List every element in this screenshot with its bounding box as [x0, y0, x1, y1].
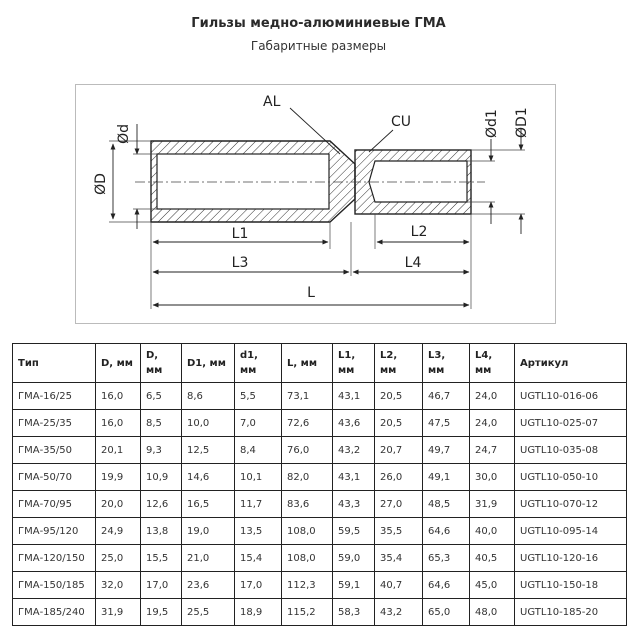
value-cell: 19,0 — [182, 518, 235, 545]
value-cell: 25,0 — [96, 545, 141, 572]
value-cell: 65,0 — [423, 599, 470, 626]
column-header — [182, 344, 235, 383]
column-header-text: мм — [428, 365, 445, 376]
value-cell: 8,5 — [141, 410, 182, 437]
value-cell: 16,0 — [96, 383, 141, 410]
column-header-text: L1, — [338, 350, 356, 361]
column-header-text: мм — [380, 365, 397, 376]
cu-label: CU — [391, 114, 412, 130]
value-cell: 43,2 — [375, 599, 423, 626]
value-cell: 26,0 — [375, 464, 423, 491]
column-header — [423, 344, 470, 383]
article-cell: UGTL10-120-16 — [515, 545, 627, 572]
type-cell: ГМА-16/25 — [13, 383, 96, 410]
value-cell: 35,5 — [375, 518, 423, 545]
value-cell: 115,2 — [282, 599, 333, 626]
table-row — [13, 410, 627, 437]
table-row — [13, 599, 627, 626]
d1-label: Ød1 — [484, 109, 500, 138]
column-header — [282, 344, 333, 383]
type-cell: ГМА-50/70 — [13, 464, 96, 491]
value-cell: 43,1 — [333, 383, 375, 410]
column-header — [470, 344, 515, 383]
value-cell: 108,0 — [282, 518, 333, 545]
value-cell: 19,9 — [96, 464, 141, 491]
d-label: Ød — [116, 124, 132, 144]
value-cell: 8,4 — [235, 437, 282, 464]
column-header-text: L3, — [428, 350, 446, 361]
L2-label: L2 — [410, 224, 428, 240]
column-header-text: D, мм — [101, 357, 133, 369]
article-cell: UGTL10-185-20 — [515, 599, 627, 626]
value-cell: 8,6 — [182, 383, 235, 410]
column-header-text: мм — [146, 365, 163, 376]
value-cell: 12,6 — [141, 491, 182, 518]
article-cell: UGTL10-150-18 — [515, 572, 627, 599]
value-cell: 30,0 — [470, 464, 515, 491]
value-cell: 10,9 — [141, 464, 182, 491]
value-cell: 40,0 — [470, 518, 515, 545]
table-row — [13, 545, 627, 572]
value-cell: 18,9 — [235, 599, 282, 626]
table-row — [13, 518, 627, 545]
table-row — [13, 383, 627, 410]
value-cell: 40,5 — [470, 545, 515, 572]
type-cell: ГМА-95/120 — [13, 518, 96, 545]
value-cell: 64,6 — [423, 572, 470, 599]
column-header-text: мм — [338, 365, 355, 376]
value-cell: 19,5 — [141, 599, 182, 626]
article-cell: UGTL10-035-08 — [515, 437, 627, 464]
column-header — [333, 344, 375, 383]
type-cell: ГМА-150/185 — [13, 572, 96, 599]
value-cell: 46,7 — [423, 383, 470, 410]
value-cell: 24,9 — [96, 518, 141, 545]
column-header — [515, 344, 627, 383]
value-cell: 24,7 — [470, 437, 515, 464]
value-cell: 16,5 — [182, 491, 235, 518]
value-cell: 15,5 — [141, 545, 182, 572]
column-header-text: Тип — [18, 357, 39, 369]
value-cell: 43,2 — [333, 437, 375, 464]
al-bore — [157, 154, 329, 209]
value-cell: 59,1 — [333, 572, 375, 599]
value-cell: 48,5 — [423, 491, 470, 518]
type-cell: ГМА-185/240 — [13, 599, 96, 626]
L-label: L — [307, 285, 315, 301]
value-cell: 47,5 — [423, 410, 470, 437]
value-cell: 25,5 — [182, 599, 235, 626]
column-header — [141, 344, 182, 383]
value-cell: 64,6 — [423, 518, 470, 545]
value-cell: 16,0 — [96, 410, 141, 437]
value-cell: 27,0 — [375, 491, 423, 518]
column-header-text: D, — [146, 350, 159, 361]
value-cell: 5,5 — [235, 383, 282, 410]
value-cell: 40,7 — [375, 572, 423, 599]
value-cell: 43,3 — [333, 491, 375, 518]
value-cell: 6,5 — [141, 383, 182, 410]
column-header-text: Артикул — [520, 357, 569, 369]
value-cell: 10,1 — [235, 464, 282, 491]
value-cell: 59,0 — [333, 545, 375, 572]
column-header-text: L4, — [475, 350, 493, 361]
value-cell: 12,5 — [182, 437, 235, 464]
type-cell: ГМА-120/150 — [13, 545, 96, 572]
article-cell: UGTL10-050-10 — [515, 464, 627, 491]
table-row — [13, 572, 627, 599]
column-header-text: d1, — [240, 350, 258, 361]
value-cell: 24,0 — [470, 410, 515, 437]
value-cell: 58,3 — [333, 599, 375, 626]
value-cell: 35,4 — [375, 545, 423, 572]
cu-bore — [369, 161, 467, 202]
value-cell: 15,4 — [235, 545, 282, 572]
column-header-text: L2, — [380, 350, 398, 361]
L1-label: L1 — [231, 226, 249, 242]
value-cell: 43,6 — [333, 410, 375, 437]
value-cell: 14,6 — [182, 464, 235, 491]
table-row — [13, 491, 627, 518]
value-cell: 65,3 — [423, 545, 470, 572]
type-cell: ГМА-35/50 — [13, 437, 96, 464]
value-cell: 108,0 — [282, 545, 333, 572]
column-header — [13, 344, 96, 383]
L4-label: L4 — [404, 255, 422, 271]
column-header-text: мм — [240, 365, 257, 376]
page-subtitle: Габаритные размеры — [250, 39, 387, 53]
value-cell: 13,5 — [235, 518, 282, 545]
value-cell: 31,9 — [96, 599, 141, 626]
value-cell: 17,0 — [235, 572, 282, 599]
article-cell: UGTL10-016-06 — [515, 383, 627, 410]
D-label: ØD — [93, 173, 109, 195]
dimensions-table — [12, 343, 627, 626]
value-cell: 20,7 — [375, 437, 423, 464]
value-cell: 7,0 — [235, 410, 282, 437]
value-cell: 49,1 — [423, 464, 470, 491]
value-cell: 20,0 — [96, 491, 141, 518]
column-header-text: D1, мм — [187, 357, 226, 369]
value-cell: 49,7 — [423, 437, 470, 464]
column-header — [235, 344, 282, 383]
value-cell: 13,8 — [141, 518, 182, 545]
value-cell: 82,0 — [282, 464, 333, 491]
value-cell: 24,0 — [470, 383, 515, 410]
type-cell: ГМА-25/35 — [13, 410, 96, 437]
value-cell: 11,7 — [235, 491, 282, 518]
D1-label: ØD1 — [514, 107, 530, 138]
column-header — [375, 344, 423, 383]
table-header-row — [13, 344, 627, 383]
value-cell: 48,0 — [470, 599, 515, 626]
value-cell: 20,5 — [375, 410, 423, 437]
value-cell: 45,0 — [470, 572, 515, 599]
al-label: AL — [263, 94, 281, 110]
value-cell: 43,1 — [333, 464, 375, 491]
value-cell: 9,3 — [141, 437, 182, 464]
value-cell: 20,5 — [375, 383, 423, 410]
column-header-text: L, мм — [287, 357, 317, 369]
value-cell: 20,1 — [96, 437, 141, 464]
value-cell: 72,6 — [282, 410, 333, 437]
value-cell: 17,0 — [141, 572, 182, 599]
column-header — [96, 344, 141, 383]
page-title: Гильзы медно-алюминиевые ГМА — [191, 16, 446, 31]
value-cell: 73,1 — [282, 383, 333, 410]
value-cell: 76,0 — [282, 437, 333, 464]
table-row — [13, 464, 627, 491]
table-row — [13, 437, 627, 464]
article-cell: UGTL10-095-14 — [515, 518, 627, 545]
article-cell: UGTL10-070-12 — [515, 491, 627, 518]
value-cell: 31,9 — [470, 491, 515, 518]
value-cell: 112,3 — [282, 572, 333, 599]
value-cell: 32,0 — [96, 572, 141, 599]
column-header-text: мм — [475, 365, 492, 376]
value-cell: 10,0 — [182, 410, 235, 437]
type-cell: ГМА-70/95 — [13, 491, 96, 518]
L3-label: L3 — [231, 255, 249, 271]
value-cell: 21,0 — [182, 545, 235, 572]
value-cell: 23,6 — [182, 572, 235, 599]
sleeve-drawing — [75, 84, 556, 324]
value-cell: 59,5 — [333, 518, 375, 545]
value-cell: 83,6 — [282, 491, 333, 518]
article-cell: UGTL10-025-07 — [515, 410, 627, 437]
